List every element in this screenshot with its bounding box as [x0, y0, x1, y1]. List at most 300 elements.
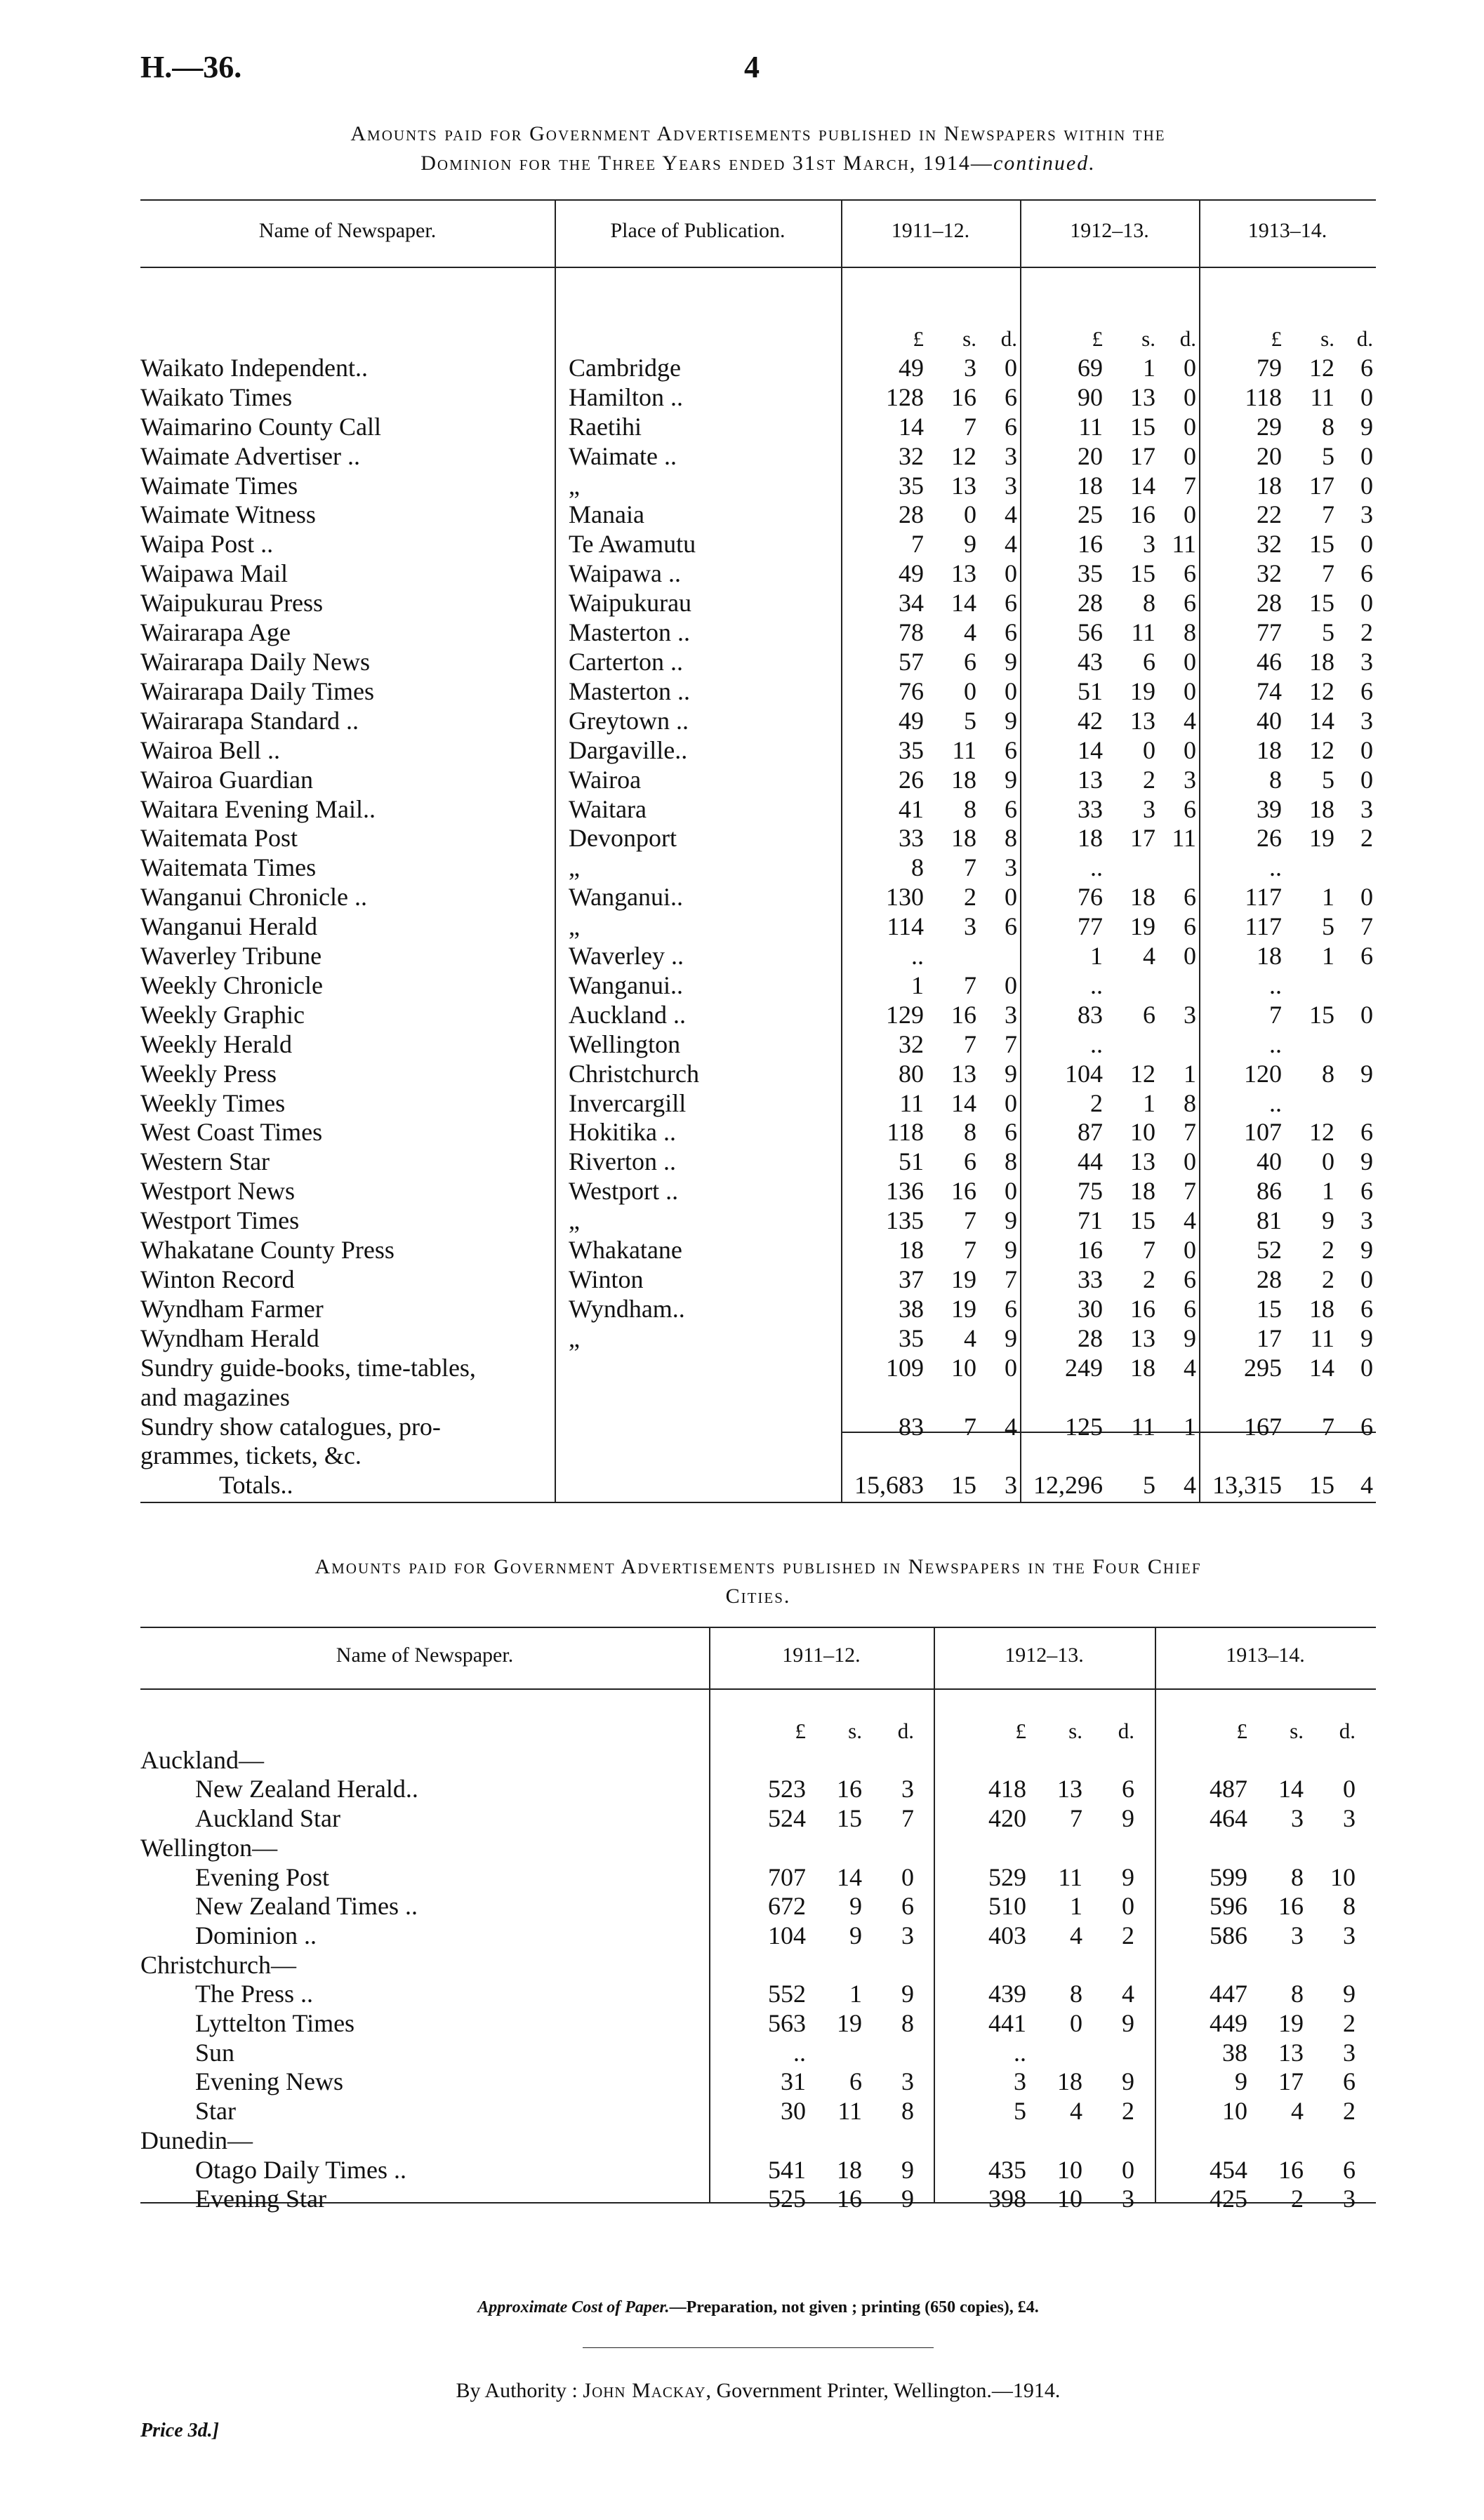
- amount-cell: 3: [901, 2067, 914, 2096]
- place-of-publication: „: [569, 471, 580, 500]
- amount-cell: 51: [899, 1147, 924, 1176]
- amount-cell: 7: [964, 971, 976, 999]
- amount-cell: 11: [952, 735, 976, 764]
- amount-cell: 4: [1184, 706, 1196, 735]
- amount-cell: 16: [1130, 1294, 1155, 1323]
- amount-cell: 33: [1078, 1265, 1103, 1293]
- spacer-cell: [1356, 2067, 1376, 2097]
- amount-cell: 6: [964, 1147, 976, 1176]
- table-row: [140, 1295, 1376, 1324]
- amount-cell: 0: [1343, 1775, 1356, 1804]
- amount-cell: 81: [1257, 1206, 1282, 1235]
- place-of-publication: Riverton ..: [569, 1147, 676, 1176]
- amount-cell: 3: [1343, 1804, 1356, 1833]
- amount-cell: 118: [1245, 382, 1282, 411]
- amount-cell: 9: [1005, 765, 1017, 794]
- amount-cell: [709, 2126, 806, 2156]
- amount-cell: ..: [1090, 853, 1103, 882]
- amount-cell: 441: [988, 2009, 1026, 2038]
- amount-cell: 6: [1360, 1177, 1373, 1206]
- amount-cell: 104: [768, 1921, 806, 1949]
- amount-cell: 32: [1257, 530, 1282, 559]
- place-of-publication: Whakatane: [569, 1236, 682, 1265]
- amount-cell: 117: [1245, 912, 1282, 941]
- amount-cell: 12: [1309, 1118, 1334, 1147]
- amount-cell: 0: [1360, 441, 1373, 470]
- amount-cell: 6: [1360, 1118, 1373, 1147]
- amount-cell: 563: [768, 2009, 806, 2038]
- table-row: [140, 383, 1376, 413]
- amount-cell: 15: [1130, 559, 1155, 588]
- table-row: [140, 1921, 1376, 1951]
- table-row: [140, 1206, 1376, 1236]
- table1-header-name: Name of Newspaper.: [258, 219, 437, 242]
- table1-title-main: Dominion for the Three Years ended 31st March, 1914—: [420, 152, 993, 175]
- place-of-publication: „: [569, 1324, 580, 1352]
- amount-cell: 7: [1322, 1412, 1334, 1441]
- amount-cell: 1: [1322, 1177, 1334, 1206]
- total-cell: 15,683: [854, 1471, 924, 1500]
- amount-cell: 12: [1309, 676, 1334, 705]
- amount-cell: 7: [901, 1804, 914, 1833]
- table2-header-name: Name of Newspaper.: [336, 1644, 514, 1667]
- amount-cell: 13: [951, 559, 976, 588]
- newspaper-name: Wairarapa Age: [140, 618, 291, 647]
- amount-cell: 2: [1143, 1265, 1155, 1293]
- table2-top-rule: [140, 1627, 1376, 1628]
- amount-cell: 32: [899, 441, 924, 470]
- amount-cell: 7: [1184, 1177, 1196, 1206]
- amount-cell: 51: [1078, 676, 1103, 705]
- amount-cell: [862, 2126, 914, 2156]
- price: Price 3d.]: [140, 2420, 219, 2441]
- amount-cell: 9: [1360, 412, 1373, 441]
- amount-cell: 0: [1184, 1147, 1196, 1176]
- total-cell: 3: [1005, 1471, 1017, 1500]
- amount-cell: 3: [1343, 2038, 1356, 2067]
- amount-cell: 9: [1005, 706, 1017, 735]
- spacer-cell: [1134, 2039, 1155, 2068]
- amount-cell: 71: [1078, 1206, 1103, 1235]
- amount-cell: 16: [837, 2185, 862, 2213]
- amount-cell: 0: [1184, 353, 1196, 382]
- amount-cell: 38: [1222, 2038, 1247, 2067]
- amount-cell: 9: [901, 2155, 914, 2184]
- amount-cell: 9: [1122, 2009, 1134, 2038]
- spacer-cell: [914, 1921, 934, 1951]
- amount-cell: 22: [1257, 500, 1282, 529]
- place-of-publication: Cambridge: [569, 353, 681, 382]
- spacer-cell: [1134, 1921, 1155, 1951]
- amount-cell: [1304, 1834, 1356, 1863]
- amount-cell: 18: [1057, 2067, 1082, 2096]
- amount-cell: 167: [1244, 1412, 1282, 1441]
- table-row: [140, 413, 1376, 442]
- amount-cell: 18: [1078, 471, 1103, 500]
- amount-cell: 11: [1131, 618, 1155, 647]
- table-row: [140, 648, 1376, 677]
- table1-header-1911: 1911–12.: [891, 219, 970, 242]
- table-row: [140, 559, 1376, 589]
- amount-cell: [1282, 853, 1334, 883]
- amount-cell: 28: [1257, 589, 1282, 618]
- amount-cell: 0: [1005, 1088, 1017, 1117]
- amount-cell: 17: [1130, 824, 1155, 853]
- amount-cell: 56: [1078, 618, 1103, 647]
- amount-cell: 6: [964, 647, 976, 676]
- amount-cell: 11: [1172, 530, 1196, 559]
- amount-cell: [1082, 1951, 1134, 1980]
- amount-cell: 1: [1143, 353, 1155, 382]
- amount-cell: 0: [1360, 382, 1373, 411]
- amount-cell: 398: [988, 2185, 1026, 2213]
- amount-cell: [1247, 1746, 1304, 1775]
- amount-cell: 0: [1360, 1265, 1373, 1293]
- amount-cell: 2: [1090, 1088, 1103, 1117]
- amount-cell: 1: [1090, 942, 1103, 971]
- amount-cell: 8: [901, 2097, 914, 2126]
- amount-cell: 6: [1005, 735, 1017, 764]
- amount-cell: 83: [1078, 1000, 1103, 1029]
- table-row: [140, 442, 1376, 472]
- amount-cell: 9: [964, 530, 976, 559]
- amount-cell: 130: [886, 883, 924, 912]
- table-row: [140, 1265, 1376, 1295]
- table-row: [140, 1118, 1376, 1147]
- amount-cell: 12: [951, 441, 976, 470]
- amount-cell: 6: [1184, 589, 1196, 618]
- amount-cell: 6: [1005, 794, 1017, 823]
- city-name: Auckland—: [140, 1745, 264, 1774]
- amount-cell: 16: [1130, 500, 1155, 529]
- amount-cell: 78: [899, 618, 924, 647]
- amount-cell: 18: [1309, 1294, 1334, 1323]
- amount-cell: 6: [1005, 912, 1017, 941]
- table2-title-line2: Cities.: [725, 1585, 791, 1608]
- amount-cell: 7: [1143, 1236, 1155, 1265]
- amount-cell: 42: [1078, 706, 1103, 735]
- amount-cell: 4: [1184, 1353, 1196, 1382]
- amount-cell: 9: [849, 1921, 862, 1949]
- amount-cell: 6: [1005, 382, 1017, 411]
- authority-suffix: , Government Printer, Wellington.—1914.: [705, 2379, 1061, 2402]
- amount-cell: 9: [1005, 647, 1017, 676]
- amount-cell: 7: [964, 1412, 976, 1441]
- amount-cell: 5: [1322, 765, 1334, 794]
- amount-cell: 5: [1322, 912, 1334, 941]
- amount-cell: 17: [1130, 441, 1155, 470]
- table1: [140, 324, 1376, 1500]
- amount-cell: 2: [1291, 2185, 1304, 2213]
- amount-cell: 31: [781, 2067, 806, 2096]
- place-of-publication: Auckland ..: [569, 1000, 686, 1029]
- amount-cell: 104: [1065, 1059, 1103, 1088]
- amount-cell: 449: [1210, 2009, 1247, 2038]
- amount-cell: [1334, 1089, 1376, 1119]
- newspaper-name: Westport Times: [140, 1206, 300, 1235]
- amount-cell: 8: [1322, 412, 1334, 441]
- amount-cell: [1304, 1746, 1356, 1775]
- place-of-publication: Waverley ..: [569, 942, 684, 971]
- amount-cell: 6: [1360, 1412, 1373, 1441]
- amount-cell: 8: [964, 794, 976, 823]
- place-of-publication: Waipawa ..: [569, 559, 682, 588]
- amount-cell: 0: [1360, 589, 1373, 618]
- amount-cell: [862, 1746, 914, 1775]
- amount-cell: 15: [1309, 589, 1334, 618]
- city-name: Wellington—: [140, 1833, 278, 1862]
- city-group-row: [140, 1951, 1376, 1980]
- amount-cell: [806, 1951, 862, 1980]
- table1-title-line2: [140, 149, 1376, 178]
- amount-cell: [709, 1746, 806, 1775]
- newspaper-name: West Coast Times: [140, 1118, 323, 1147]
- amount-cell: 1: [911, 971, 924, 999]
- place-of-publication: Dargaville..: [569, 735, 688, 764]
- amount-cell: 9: [901, 1980, 914, 2008]
- amount-cell: 13: [1130, 382, 1155, 411]
- amount-cell: 9: [1005, 1324, 1017, 1352]
- amount-cell: 4: [964, 1324, 976, 1352]
- amount-cell: 6: [1360, 1294, 1373, 1323]
- amount-cell: 8: [1291, 1980, 1304, 2008]
- newspaper-name: Waikato Times: [140, 382, 293, 411]
- amount-cell: 0: [1360, 765, 1373, 794]
- total-cell: 4: [1184, 1471, 1196, 1500]
- amount-cell: 6: [1005, 412, 1017, 441]
- table-row: [140, 472, 1376, 501]
- amount-cell: 39: [1257, 794, 1282, 823]
- amount-cell: 552: [768, 1980, 806, 2008]
- amount-cell: ..: [1014, 2038, 1026, 2067]
- amount-cell: 18: [1130, 1353, 1155, 1382]
- amount-cell: 7: [1184, 471, 1196, 500]
- table-row: [140, 707, 1376, 736]
- amount-cell: 2: [964, 883, 976, 912]
- table-row: [140, 589, 1376, 618]
- spacer-cell: [1134, 2009, 1155, 2039]
- amount-cell: 8: [1269, 765, 1282, 794]
- amount-cell: 3: [964, 353, 976, 382]
- amount-cell: 9: [1005, 1206, 1017, 1235]
- amount-cell: 425: [1210, 2185, 1247, 2213]
- amount-cell: 2: [1122, 2097, 1134, 2126]
- amount-cell: 18: [1257, 471, 1282, 500]
- newspaper-name: Dominion ..: [195, 1921, 317, 1949]
- place-of-publication: Masterton ..: [569, 618, 690, 647]
- amount-cell: [934, 1951, 1026, 1980]
- amount-cell: 7: [1322, 559, 1334, 588]
- spacer-cell: [914, 2097, 934, 2126]
- newspaper-name: Waimate Witness: [140, 500, 316, 529]
- amount-cell: 18: [951, 824, 976, 853]
- table2-header-1912: 1912–13.: [1005, 1644, 1084, 1667]
- amount-cell: 0: [1005, 1353, 1017, 1382]
- amount-cell: 1: [1322, 883, 1334, 912]
- newspaper-name: Lyttelton Times: [195, 2009, 355, 2038]
- amount-cell: 1: [1070, 1892, 1082, 1921]
- amount-cell: [1082, 2126, 1134, 2156]
- amount-cell: 8: [911, 853, 924, 882]
- amount-cell: 6: [901, 1892, 914, 1921]
- amount-cell: 0: [1184, 1236, 1196, 1265]
- amount-cell: 0: [1005, 971, 1017, 999]
- page-id: H.—36.: [140, 50, 242, 84]
- amount-cell: 86: [1257, 1177, 1282, 1206]
- table-row-totals: [140, 1471, 1376, 1500]
- amount-cell: 80: [899, 1059, 924, 1088]
- amount-cell: 44: [1078, 1147, 1103, 1176]
- amount-cell: [806, 2126, 862, 2156]
- amount-cell: 34: [899, 589, 924, 618]
- amount-cell: [1103, 853, 1155, 883]
- amount-cell: 6: [1184, 912, 1196, 941]
- spacer-cell: [914, 1746, 934, 1775]
- amount-cell: 11: [1310, 382, 1334, 411]
- amount-cell: 40: [1257, 706, 1282, 735]
- amount-cell: 9: [1360, 1324, 1373, 1352]
- amount-cell: 524: [768, 1804, 806, 1833]
- table-row: [140, 971, 1376, 1001]
- newspaper-name: Weekly Press: [140, 1059, 277, 1088]
- table2-lsd-row: £ s. d. £ s. d. £ s. d.: [795, 1719, 1356, 1743]
- table-row: [140, 1980, 1376, 2009]
- table1-bottom-rule: [140, 1502, 1376, 1503]
- amount-cell: 0: [1122, 2155, 1134, 2184]
- amount-cell: 90: [1078, 382, 1103, 411]
- place-of-publication: Greytown ..: [569, 706, 689, 735]
- spacer-cell: [914, 2039, 934, 2068]
- amount-cell: 6: [1005, 618, 1017, 647]
- amount-cell: 107: [1244, 1118, 1282, 1147]
- amount-cell: 420: [988, 1804, 1026, 1833]
- amount-cell: 403: [988, 1921, 1026, 1949]
- table-row: [140, 1147, 1376, 1177]
- amount-cell: 529: [988, 1862, 1026, 1891]
- place-of-publication: Waimate ..: [569, 441, 677, 470]
- amount-cell: 11: [1172, 824, 1196, 853]
- amount-cell: 14: [1078, 735, 1103, 764]
- amount-cell: 8: [901, 2009, 914, 2038]
- spacer-cell: [1356, 1746, 1376, 1775]
- spacer-cell: [1356, 1921, 1376, 1951]
- table-row: [140, 942, 1376, 971]
- amount-cell: 0: [964, 500, 976, 529]
- amount-cell: 17: [1257, 1324, 1282, 1352]
- amount-cell: 6: [1360, 676, 1373, 705]
- amount-cell: 7: [964, 1029, 976, 1058]
- amount-cell: [1247, 2126, 1304, 2156]
- table-row: [140, 766, 1376, 795]
- amount-cell: 6: [1005, 589, 1017, 618]
- amount-cell: 46: [1257, 647, 1282, 676]
- amount-cell: 14: [899, 412, 924, 441]
- newspaper-name: Wairarapa Daily Times: [140, 676, 375, 705]
- amount-cell: 19: [837, 2009, 862, 2038]
- newspaper-name: Wairoa Bell ..: [140, 735, 281, 764]
- amount-cell: 19: [1130, 912, 1155, 941]
- place-of-publication: „: [569, 853, 580, 882]
- amount-cell: 40: [1257, 1147, 1282, 1176]
- amount-cell: 9: [1360, 1059, 1373, 1088]
- amount-cell: 6: [1343, 2067, 1356, 2096]
- amount-cell: 7: [1070, 1804, 1082, 1833]
- amount-cell: 3: [901, 1921, 914, 1949]
- amount-cell: ..: [1269, 1088, 1282, 1117]
- place-of-publication: Manaia: [569, 500, 644, 529]
- newspaper-name: Waimate Times: [140, 471, 298, 500]
- amount-cell: 3: [1143, 794, 1155, 823]
- amount-cell: 13: [1130, 706, 1155, 735]
- table2-header-rule: [140, 1688, 1376, 1690]
- newspaper-name: Weekly Graphic: [140, 1000, 305, 1029]
- amount-cell: 541: [768, 2155, 806, 2184]
- amount-cell: 15: [837, 1804, 862, 1833]
- amount-cell: [1082, 1834, 1134, 1863]
- amount-cell: 12: [1309, 735, 1334, 764]
- amount-cell: 0: [1005, 559, 1017, 588]
- place-of-publication: Waitara: [569, 794, 647, 823]
- spacer-cell: [1134, 2097, 1155, 2126]
- amount-cell: 109: [886, 1353, 924, 1382]
- amount-cell: 18: [837, 2155, 862, 2184]
- table1-header-1912: 1912–13.: [1070, 219, 1149, 242]
- amount-cell: 13: [1057, 1775, 1082, 1804]
- amount-cell: 11: [1078, 412, 1103, 441]
- authority-line: [140, 2379, 1376, 2403]
- amount-cell: 0: [1360, 735, 1373, 764]
- spacer-cell: [1356, 1775, 1376, 1804]
- total-cell: 15: [1309, 1471, 1334, 1500]
- amount-cell: [1082, 1746, 1134, 1775]
- spacer-cell: [914, 2009, 934, 2039]
- amount-cell: 0: [1360, 1353, 1373, 1382]
- spacer-cell: [1356, 2185, 1376, 2214]
- amount-cell: 5: [1322, 441, 1334, 470]
- amount-cell: 15: [1130, 412, 1155, 441]
- amount-cell: 9: [1360, 1236, 1373, 1265]
- table-row-sundry: [140, 1413, 1376, 1472]
- amount-cell: 28: [1078, 589, 1103, 618]
- amount-cell: 4: [1122, 1980, 1134, 2008]
- amount-cell: 57: [899, 647, 924, 676]
- city-group-row: [140, 1834, 1376, 1863]
- total-cell: 15: [951, 1471, 976, 1500]
- amount-cell: [1247, 1951, 1304, 1980]
- amount-cell: 49: [899, 353, 924, 382]
- amount-cell: 9: [849, 1892, 862, 1921]
- amount-cell: 10: [1330, 1862, 1356, 1891]
- amount-cell: 13: [1130, 1147, 1155, 1176]
- amount-cell: 1: [849, 1980, 862, 2008]
- total-cell: 12,296: [1033, 1471, 1103, 1500]
- amount-cell: 7: [1184, 1118, 1196, 1147]
- place-of-publication: Hamilton ..: [569, 382, 683, 411]
- amount-cell: 19: [951, 1265, 976, 1293]
- amount-cell: [1155, 2126, 1247, 2156]
- amount-cell: [934, 2126, 1026, 2156]
- amount-cell: 9: [1005, 1236, 1017, 1265]
- amount-cell: 6: [1343, 2155, 1356, 2184]
- amount-cell: 15: [1309, 530, 1334, 559]
- amount-cell: 6: [1184, 883, 1196, 912]
- amount-cell: 19: [1309, 824, 1334, 853]
- spacer-cell: [914, 1775, 934, 1804]
- amount-cell: 9: [1184, 1324, 1196, 1352]
- paper-cost-label: Approximate Cost of Paper.: [477, 2298, 670, 2316]
- amount-cell: 20: [1078, 441, 1103, 470]
- amount-cell: 510: [988, 1892, 1026, 1921]
